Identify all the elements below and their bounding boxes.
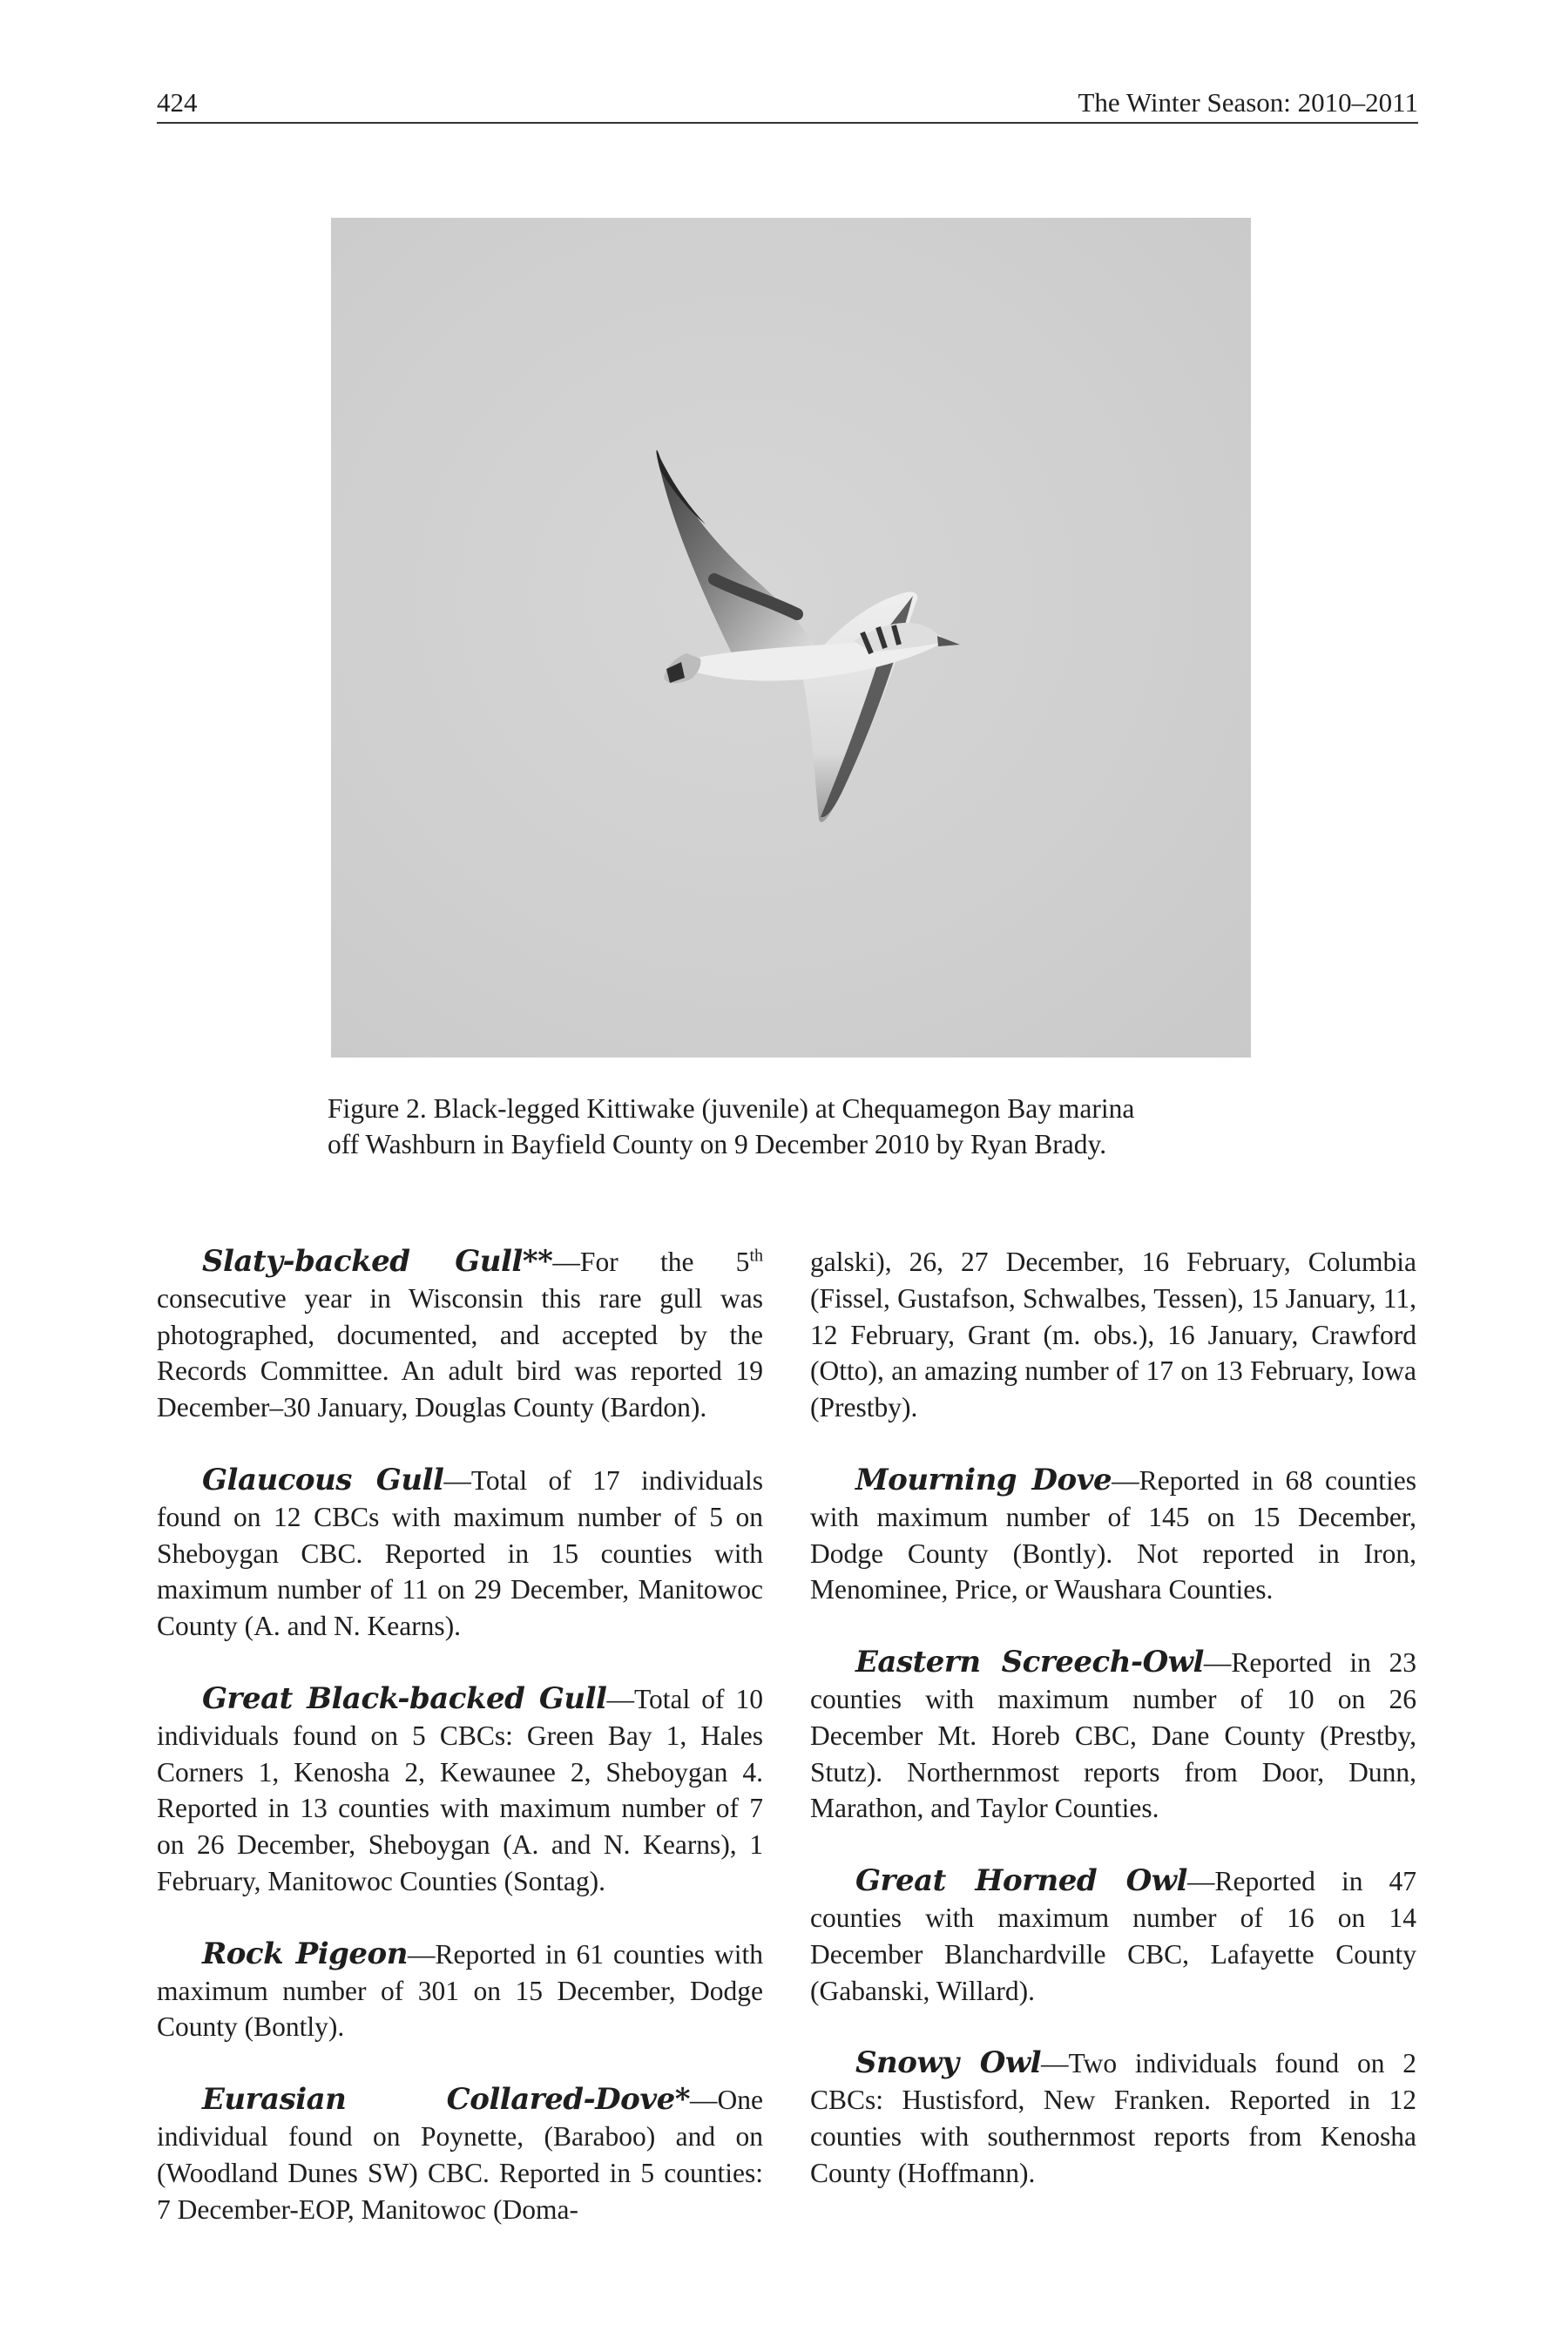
species-account-eurasian-collared-dove: Eurasian Collared-Dove*—One individual found on Poynette, (Baraboo) and on (Woodland Dunes SW) CBC. Reported in 5 counties: 7 December-EOP, Manitowoc (Doma- xyxy=(157,2082,763,2225)
account-text: galski), 26, 27 December, 16 February, Columbia (Fissel, Gustafson, Schwalbes, Tessen), 15 January, 11, 12 February, Grant (m. obs.), 16 January, Crawford (Otto), an amazing number of 17 on 13 February, Iowa (Prestby). xyxy=(810,1247,1416,1423)
running-head xyxy=(157,84,1418,124)
account-text: consecutive year in Wisconsin this rare gull was photographed, documented, and accepted by the Records Committee. An adult bird was reported 19 December–30 January, Douglas County (Bardon). xyxy=(157,1282,763,1423)
journal-section-title: The Winter Season: 2010–2011 xyxy=(1078,87,1418,118)
kittiwake-photo xyxy=(331,218,1251,1058)
species-account-rock-pigeon: Rock Pigeon—Reported in 61 counties with maximum number of 301 on 15 December, Dodge County (Bontly). xyxy=(157,1936,763,2043)
species-name: Glaucous Gull xyxy=(202,1462,444,1497)
account-text: Total of 10 individuals found on 5 CBCs: Green Bay 1, Hales Corners 1, Kenosha 2, Kewaunee 2, Sheboygan 4. Reported in 13 counties with maximum number of 7 on 26 December, Sheboygan (A. and N. Kearns), 1 February, Manitowoc Counties (Sontag). xyxy=(157,1683,763,1896)
right-column xyxy=(810,1244,1416,2228)
species-name: Eastern Screech-Owl xyxy=(855,1645,1204,1680)
account-text: Reported in 23 counties with maximum number of 10 on 26 December Mt. Horeb CBC, Dane County (Prestby, Stutz). Northernmost reports from Door, Dunn, Marathon, and Taylor Counties. xyxy=(810,1647,1416,1824)
account-text: Reported in 68 counties with maximum number of 145 on 15 December, Dodge County (Bontly). Not reported in Iron, Menominee, Price, or Waushara Counties. xyxy=(810,1464,1416,1605)
bird-in-flight-illustration xyxy=(331,218,1251,1058)
species-account-snowy-owl: Snowy Owl—Two individuals found on 2 CBCs: Hustisford, New Franken. Reported in 12 counties with southernmost reports from Kenosha County (Hoffmann). xyxy=(810,2045,1416,2188)
species-account-eastern-screech-owl: Eastern Screech-Owl—Reported in 23 counties with maximum number of 10 on 26 December Mt. Horeb CBC, Dane County (Prestby, Stutz). Northernmost reports from Door, Dunn, Marathon, and Taylor Counties. xyxy=(810,1645,1416,1824)
species-account-mourning-dove: Mourning Dove—Reported in 68 counties with maximum number of 145 on 15 December, Dodge County (Bontly). Not reported in Iron, Menominee, Price, or Waushara Counties. xyxy=(810,1462,1416,1605)
caption-line: off Washburn in Bayfield County on 9 December 2010 by Ryan Brady. xyxy=(328,1129,1107,1159)
left-column xyxy=(157,1244,763,2264)
species-name: Mourning Dove xyxy=(855,1462,1112,1497)
account-text: Total of 17 individuals found on 12 CBCs with maximum number of 5 on Sheboygan CBC. Reported in 15 counties with maximum number of 11 on 29 December, Manitowoc County (A. and N. Kearns). xyxy=(157,1464,764,1642)
figure-caption xyxy=(328,1091,1260,1162)
species-name: Slaty-backed Gull** xyxy=(202,1244,553,1279)
caption-line: Figure 2. Black-legged Kittiwake (juvenile) at Chequamegon Bay marina xyxy=(328,1093,1135,1124)
account-text: Reported in 61 counties with maximum number of 301 on 15 December, Dodge County (Bontly). xyxy=(157,1938,763,2043)
species-name: Great Horned Owl xyxy=(855,1863,1187,1899)
species-account-continuation xyxy=(810,1244,1416,1426)
account-text: Two individuals found on 2 CBCs: Hustisford, New Franken. Reported in 12 counties with southernmost reports from Kenosha County (Hoffmann). xyxy=(810,2048,1416,2188)
species-account-great-horned-owl: Great Horned Owl—Reported in 47 counties with maximum number of 16 on 14 December Blanchardville CBC, Lafayette County (Gabanski, Willard). xyxy=(810,1863,1416,2006)
species-name: Rock Pigeon xyxy=(202,1936,408,1971)
account-text: Reported in 47 counties with maximum number of 16 on 14 December Blanchardville CBC, Lafayette County (Gabanski, Willard). xyxy=(810,1866,1416,2006)
species-name: Eurasian Collared-Dove* xyxy=(202,2082,691,2118)
species-account-slaty-backed-gull: Slaty-backed Gull**—For the 5th consecutive year in Wisconsin this rare gull was photographed, documented, and accepted by the Records Committee. An adult bird was reported 19 December–30 January, Douglas County (Bardon). xyxy=(157,1244,763,1423)
account-text: One individual found on Poynette, (Baraboo) and on (Woodland Dunes SW) CBC. Reported in 5 counties: 7 December-EOP, Manitowoc (Doma- xyxy=(157,2085,763,2225)
species-name: Snowy Owl xyxy=(855,2045,1042,2081)
species-name: Great Black-backed Gull xyxy=(202,1680,607,1716)
species-account-great-black-backed-gull: Great Black-backed Gull—Total of 10 individuals found on 5 CBCs: Green Bay 1, Hales Corners 1, Kenosha 2, Kewaunee 2, Sheboygan 4. Reported in 13 counties with maximum number of 7 on 26 December, Sheboygan (A. and N. Kearns), 1 February, Manitowoc Counties (Sontag). xyxy=(157,1680,763,1896)
page-number: 424 xyxy=(157,87,198,118)
account-text: For the 5 xyxy=(579,1247,750,1277)
ordinal-suffix: th xyxy=(749,1246,763,1266)
species-account-glaucous-gull: Glaucous Gull—Total of 17 individuals found on 12 CBCs with maximum number of 5 on Sheboygan CBC. Reported in 15 counties with maximum number of 11 on 29 December, Manitowoc County (A. and N. Kearns). xyxy=(157,1462,764,1642)
